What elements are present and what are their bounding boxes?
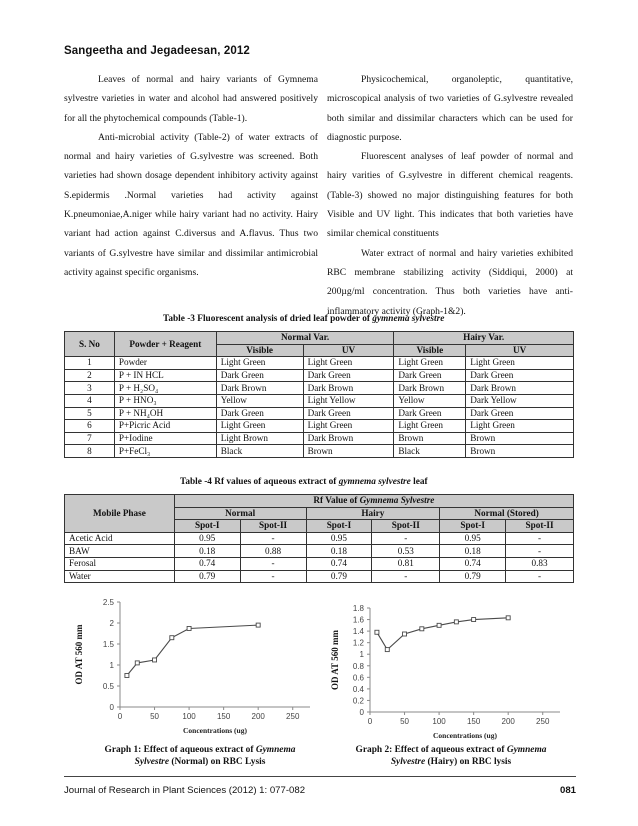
table-cell: Light Green xyxy=(394,357,466,370)
graph2-y-tick-label: 1.2 xyxy=(352,638,364,648)
graph2-caption-suffix: (Hairy) on RBC lysis xyxy=(425,757,512,767)
graph1-caption-genus: Gymnema xyxy=(255,745,296,755)
table-row xyxy=(65,570,574,583)
table4-header-spot-2: Spot-II xyxy=(372,520,440,533)
graph2-data-point xyxy=(385,648,389,652)
table4 xyxy=(64,494,574,583)
table3-header-visible: Visible xyxy=(216,344,303,357)
table-cell: - xyxy=(506,532,574,545)
graph1-y-tick-label: 2 xyxy=(109,619,114,628)
graph2-y-tick-label: 0.8 xyxy=(352,661,364,671)
graph2-x-tick-label: 100 xyxy=(432,717,446,726)
table-cell: 0.81 xyxy=(372,557,440,570)
table-cell: Brown xyxy=(303,445,394,458)
table-cell: 0.18 xyxy=(440,545,506,558)
graph2-y-tick-label: 1.6 xyxy=(352,615,364,625)
graph2-x-tick-label: 50 xyxy=(400,717,409,726)
table4-header-normal: Normal xyxy=(174,507,306,520)
left-column xyxy=(64,70,318,282)
table-row xyxy=(65,545,574,558)
table-cell: Dark Brown xyxy=(216,382,303,395)
table4-header-mobile-phase: Mobile Phase xyxy=(65,495,175,533)
table4-header-spot-1: Spot-I xyxy=(174,520,240,533)
table-cell: 0.88 xyxy=(240,545,306,558)
table3-header-sno: S. No xyxy=(65,332,115,357)
graph2-caption-label: Graph 2 xyxy=(355,745,390,755)
table-cell: 3 xyxy=(65,382,115,395)
table-cell: - xyxy=(240,532,306,545)
table-cell: BAW xyxy=(65,545,175,558)
table-cell: 0.83 xyxy=(506,557,574,570)
graph2-caption xyxy=(336,744,566,768)
table-cell: Acetic Acid xyxy=(65,532,175,545)
graph1-y-tick-label: 0 xyxy=(109,703,114,712)
graph1-x-tick-label: 150 xyxy=(216,712,231,721)
table3-caption-species: gymnema sylvestre xyxy=(372,314,445,324)
graph2-y-tick-label: 0.6 xyxy=(352,673,364,683)
table-cell: P + IN HCL xyxy=(114,369,216,382)
graph2-y-axis-label: OD AT 560 mm xyxy=(330,630,340,690)
table-cell: Ferosal xyxy=(65,557,175,570)
table-cell: Yellow xyxy=(216,394,303,407)
table-cell: Brown xyxy=(466,445,574,458)
table3-header-hairy: Hairy Var. xyxy=(394,332,574,345)
table-cell: 1 xyxy=(65,357,115,370)
graph1-caption-species: Sylvestre xyxy=(134,757,169,767)
table4-header-rf-text: Rf Value of xyxy=(313,495,360,506)
graph1-data-point xyxy=(170,636,174,640)
graph2-chart xyxy=(330,596,562,740)
table4-caption xyxy=(180,477,428,487)
graph1-data-point xyxy=(125,674,129,678)
graph2-data-point xyxy=(375,630,379,634)
table-cell: Brown xyxy=(394,432,466,445)
graph1-data-point xyxy=(187,626,191,630)
table-cell: Dark Green xyxy=(394,407,466,420)
table-cell: - xyxy=(372,532,440,545)
table-cell: Light Green xyxy=(466,357,574,370)
table-cell: Light Green xyxy=(216,420,303,433)
graph2-data-point xyxy=(454,620,458,624)
table-cell: P+Iodine xyxy=(114,432,216,445)
table-cell: Light Green xyxy=(303,420,394,433)
table-row xyxy=(65,420,574,433)
table4-header-spot-1: Spot-I xyxy=(440,520,506,533)
left-paragraph-1: Leaves of normal and hairy variants of Gymnema sylvestre varieties in water and alcohol had answered positively for all the phytochemical compounds (Table-1). xyxy=(64,74,318,124)
table-cell: Light Green xyxy=(216,357,303,370)
table3 xyxy=(64,331,574,458)
table-cell: - xyxy=(240,570,306,583)
table-cell: 2 xyxy=(65,369,115,382)
graph2-y-tick-label: 0 xyxy=(359,708,364,717)
graph2-data-point xyxy=(437,623,441,627)
graph1-x-tick-label: 0 xyxy=(117,712,123,721)
graph2-caption-genus: Gymnema xyxy=(506,745,547,755)
graph1-caption-label: Graph 1 xyxy=(104,745,139,755)
table-cell: Dark Brown xyxy=(303,382,394,395)
graph1-x-tick-label: 200 xyxy=(251,712,265,721)
graph2-y-tick-label: 1.8 xyxy=(352,604,364,613)
table-cell: Water xyxy=(65,570,175,583)
table-cell: 5 xyxy=(65,407,115,420)
table3-header-reagent: Powder + Reagent xyxy=(114,332,216,357)
left-paragraph-2: Anti-microbial activity (Table-2) of water extracts of normal and hairy varieties of G.sylvestre was screened. Both varieties had shown dosage dependent inhibitory activity against S.epidermis .Normal varieties had activity against K.pneumoniae,A.niger while hairy variant had no activity. Hairy variant had action against C.diversus and A.flavus. Thus two variants of G.sylvestre have similar and dissimilar antimicrobial activity against specific organisms. xyxy=(64,131,318,278)
graph2-data-point xyxy=(506,616,510,620)
graph2-x-tick-label: 0 xyxy=(367,717,373,726)
table-cell: 0.79 xyxy=(174,570,240,583)
table-cell: 0.95 xyxy=(174,532,240,545)
table4-header-normal-stored: Normal (Stored) xyxy=(440,507,574,520)
table-cell: Dark Green xyxy=(303,369,394,382)
graph2-caption-text: : Effect of aqueous extract of xyxy=(389,745,507,755)
table-cell: 0.74 xyxy=(174,557,240,570)
graph2-x-axis-label: Concentrations (ug) xyxy=(433,731,497,740)
table-row xyxy=(65,432,574,445)
table-cell: P + NH₄OH xyxy=(114,407,216,420)
graph2-x-tick-label: 150 xyxy=(466,717,481,726)
footer-divider xyxy=(64,776,576,777)
table-cell: P + HNO₃ xyxy=(114,394,216,407)
table-cell: Dark Green xyxy=(216,407,303,420)
table-cell: Light Green xyxy=(466,420,574,433)
table-row xyxy=(65,357,574,370)
graph1-y-tick-label: 0.5 xyxy=(102,682,114,691)
graph1-x-axis-label: Concentrations (ug) xyxy=(183,726,247,735)
table-cell: 0.74 xyxy=(306,557,372,570)
table-cell: 6 xyxy=(65,420,115,433)
table-cell: Dark Brown xyxy=(394,382,466,395)
graph2-data-point xyxy=(472,618,476,622)
table3-caption-text: Table -3 Fluorescent analysis of dried leaf powder of xyxy=(163,314,373,324)
table4-caption-text: Table -4 Rf values of aqueous extract of xyxy=(180,477,339,487)
table-row xyxy=(65,369,574,382)
table-cell: Light Brown xyxy=(216,432,303,445)
table-cell: 0.79 xyxy=(306,570,372,583)
page-number: 081 xyxy=(559,785,576,796)
graph2-y-tick-label: 0.4 xyxy=(352,684,364,694)
table-cell: 4 xyxy=(65,394,115,407)
graph1-y-tick-label: 1 xyxy=(109,661,114,670)
table-row xyxy=(65,382,574,395)
table-cell: - xyxy=(372,570,440,583)
table-cell: - xyxy=(240,557,306,570)
table-cell: P+Picric Acid xyxy=(114,420,216,433)
table-row xyxy=(65,394,574,407)
graph1-series-line xyxy=(127,625,258,675)
table-cell: 0.95 xyxy=(306,532,372,545)
table4-header-rf xyxy=(174,495,573,508)
graph2-y-tick-label: 1.4 xyxy=(352,627,364,637)
table-cell: Dark Green xyxy=(303,407,394,420)
graph1-caption-suffix: (Normal) on RBC Lysis xyxy=(169,757,266,767)
table-cell: 0.79 xyxy=(440,570,506,583)
table-cell: Light Yellow xyxy=(303,394,394,407)
table4-header-spot-2: Spot-II xyxy=(506,520,574,533)
graph1-x-tick-label: 100 xyxy=(182,712,196,721)
table-cell: Dark Green xyxy=(466,407,574,420)
graph1-y-tick-label: 2.5 xyxy=(102,598,114,607)
graph2-y-tick-label: 0.2 xyxy=(352,696,364,706)
table-cell: P + H₂SO₄ xyxy=(114,382,216,395)
table-cell: Brown xyxy=(466,432,574,445)
graph1-x-tick-label: 250 xyxy=(286,712,300,721)
running-header: Sangeetha and Jegadeesan, 2012 xyxy=(64,45,250,57)
table3-header-uv: UV xyxy=(466,344,574,357)
right-paragraph-2: Fluorescent analyses of leaf powder of normal and hairy varities of G.sylvestre in different chemical reagents. (Table-3) showed no major distinguishing features for both Visible and UV light. This indicates that both varieties have similar chemical constituents xyxy=(327,151,573,240)
table-cell: 0.53 xyxy=(372,545,440,558)
table-row xyxy=(65,557,574,570)
table-cell: P+FeCl₃ xyxy=(114,445,216,458)
graph2-caption-species: Sylvestre xyxy=(390,757,426,767)
table-cell: Dark Green xyxy=(466,369,574,382)
table-cell: 7 xyxy=(65,432,115,445)
graph2-series-line xyxy=(377,618,508,650)
table-row xyxy=(65,532,574,545)
table-cell: - xyxy=(506,545,574,558)
table-cell: 8 xyxy=(65,445,115,458)
table-cell: Light Green xyxy=(394,420,466,433)
table3-header-visible: Visible xyxy=(394,344,466,357)
table-row xyxy=(65,445,574,458)
right-column xyxy=(327,70,573,321)
graph1-data-point xyxy=(135,661,139,665)
table4-caption-suffix: leaf xyxy=(410,477,428,487)
table-cell: Dark Green xyxy=(216,369,303,382)
table3-header-normal: Normal Var. xyxy=(216,332,394,345)
graph2-data-point xyxy=(403,632,407,636)
table-cell: Dark Yellow xyxy=(466,394,574,407)
table-cell: - xyxy=(506,570,574,583)
table-cell: Dark Brown xyxy=(303,432,394,445)
footer-journal: Journal of Research in Plant Sciences (2012) 1: 077-082 xyxy=(64,785,306,796)
graph1-caption xyxy=(80,744,320,768)
table4-header-spot-2: Spot-II xyxy=(240,520,306,533)
graph1-chart xyxy=(74,592,310,740)
graph1-caption-text: : Effect of aqueous extract of xyxy=(138,745,256,755)
graph1-y-tick-label: 1.5 xyxy=(102,640,114,649)
graph1-data-point xyxy=(256,623,260,627)
table4-header-rf-species: Gymnema Sylvestre xyxy=(359,495,435,506)
table-cell: 0.18 xyxy=(174,545,240,558)
table-cell: Powder xyxy=(114,357,216,370)
graph1-y-axis-label: OD AT 560 mm xyxy=(74,624,84,685)
right-paragraph-3: Water extract of normal and hairy varieties exhibited RBC membrane stabilizing activity (Siddiqui, 2000) at 200µg/ml concentration. Thus both varieties have anti-inflammatory activity (Graph-1&2). xyxy=(327,247,573,317)
table4-caption-species: gymnema sylvestre xyxy=(338,477,411,487)
table-cell: 0.74 xyxy=(440,557,506,570)
table-cell: Light Green xyxy=(303,357,394,370)
graph1-x-tick-label: 50 xyxy=(150,712,159,721)
table-cell: Dark Green xyxy=(394,369,466,382)
table-cell: Black xyxy=(394,445,466,458)
graph2-y-tick-label: 1 xyxy=(359,650,364,660)
table-row xyxy=(65,407,574,420)
graph2-x-tick-label: 200 xyxy=(501,717,515,726)
table-cell: Dark Brown xyxy=(466,382,574,395)
table-cell: 0.95 xyxy=(440,532,506,545)
table3-caption xyxy=(163,314,444,324)
table-cell: Yellow xyxy=(394,394,466,407)
graph1-data-point xyxy=(153,658,157,662)
graph2-x-tick-label: 250 xyxy=(536,717,550,726)
table4-header-spot-1: Spot-I xyxy=(306,520,372,533)
table-cell: Black xyxy=(216,445,303,458)
right-paragraph-1: Physicochemical, organoleptic, quantitative, microscopical analysis of two varieties of G.sylvestre revealed both similar and dissimilar characters which can be used for diagnostic purpose. xyxy=(327,74,573,143)
table-cell: 0.18 xyxy=(306,545,372,558)
table4-header-hairy: Hairy xyxy=(306,507,440,520)
table3-header-uv: UV xyxy=(303,344,394,357)
graph2-data-point xyxy=(420,627,424,631)
footer xyxy=(64,785,576,796)
